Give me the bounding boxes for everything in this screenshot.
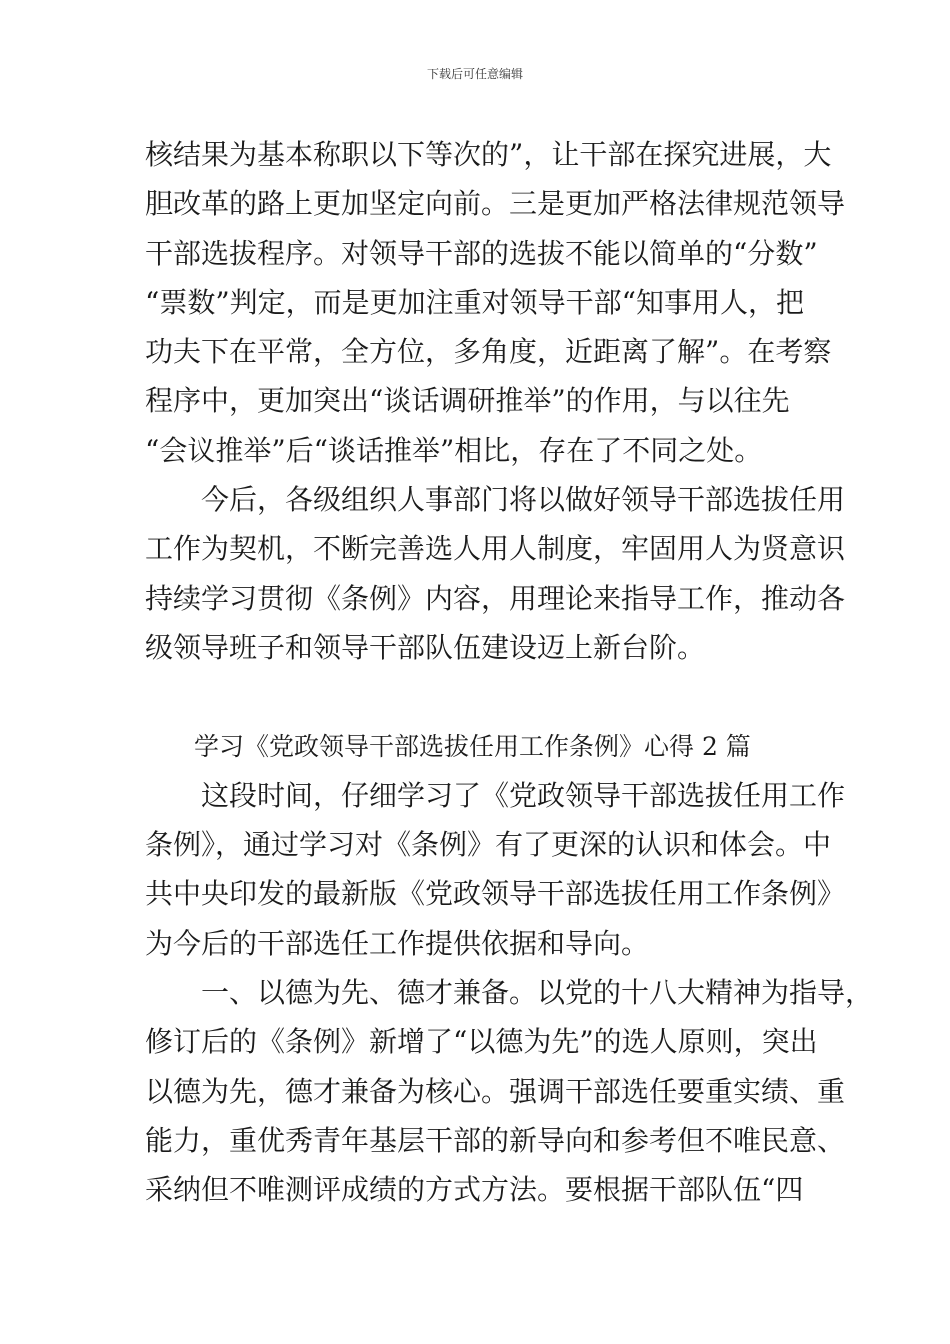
text-line: 功夫下在平常，全方位，多角度，近距离了解”。在考察 bbox=[145, 335, 832, 369]
text-line: 今后，各级组织人事部门将以做好领导干部选拔任用 bbox=[201, 483, 846, 517]
text-line: 条例》，通过学习对《条例》有了更深的认识和体会。中 bbox=[145, 828, 832, 862]
text-line: 能力，重优秀青年基层干部的新导向和参考但不唯民意、 bbox=[145, 1123, 846, 1157]
text-line: “会议推举”后“谈话推举”相比，存在了不同之处。 bbox=[145, 433, 763, 467]
text-line: 工作为契机，不断完善选人用人制度，牢固用人为贤意识 bbox=[145, 532, 846, 566]
text-line: 修订后的《条例》新增了“以德为先”的选人原则，突出 bbox=[145, 1025, 818, 1059]
text-line: 干部选拔程序。对领导干部的选拔不能以简单的“分数” bbox=[145, 236, 818, 270]
document-body bbox=[145, 130, 874, 1215]
text-line: 一、以德为先、德才兼备。以党的十八大精神为指导， bbox=[201, 976, 874, 1010]
page-header: 下载后可任意编辑 bbox=[426, 67, 523, 81]
text-line: 为今后的干部选任工作提供依据和导向。 bbox=[145, 926, 650, 960]
text-line: 采纳但不唯测评成绩的方式方法。要根据干部队伍“四 bbox=[145, 1173, 804, 1207]
text-line: 胆改革的路上更加坚定向前。三是更加严格法律规范领导 bbox=[145, 187, 846, 221]
text-line: 以德为先，德才兼备为核心。强调干部选任要重实绩、重 bbox=[145, 1074, 846, 1108]
paragraph-gap bbox=[145, 672, 810, 721]
text-line: 级领导班子和领导干部队伍建设迈上新台阶。 bbox=[145, 630, 706, 664]
text-line: 这段时间，仔细学习了《党政领导干部选拔任用工作 bbox=[201, 778, 846, 812]
text-line: 共中央印发的最新版《党政领导干部选拔任用工作条例》 bbox=[145, 877, 846, 911]
text-line: 核结果为基本称职以下等次的”，让干部在探究进展，大 bbox=[145, 138, 832, 171]
section-title: 学习《党政领导干部选拔任用工作条例》心得 2 篇 bbox=[194, 731, 751, 761]
text-line: “票数”判定，而是更加注重对领导干部“知事用人，把 bbox=[145, 285, 804, 319]
text-line: 持续学习贯彻《条例》内容，用理论来指导工作，推动各 bbox=[145, 581, 846, 615]
text-line: 程序中，更加突出“谈话调研推举”的作用，与以往先 bbox=[145, 384, 790, 418]
